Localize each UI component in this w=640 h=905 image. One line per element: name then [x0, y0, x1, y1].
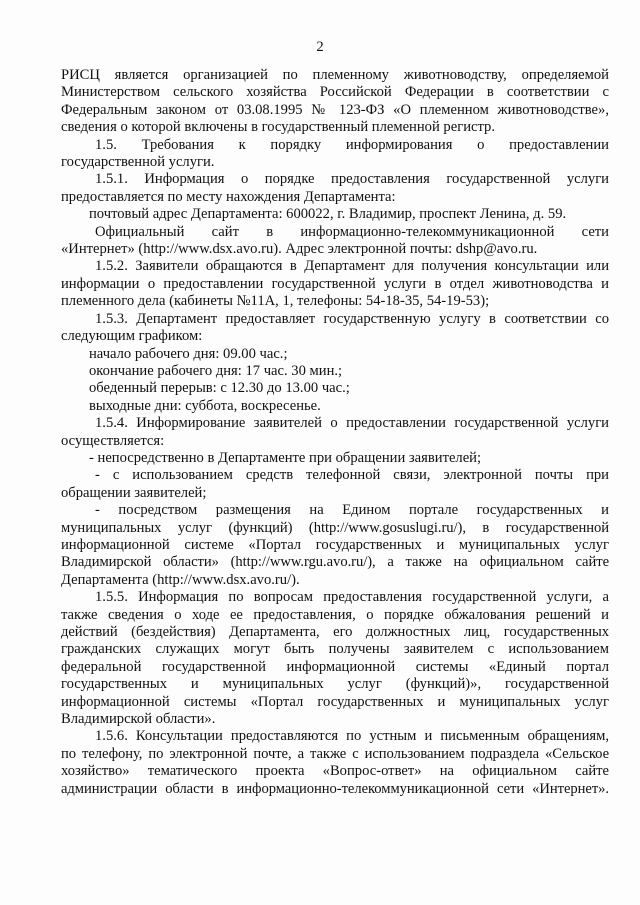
text-line: сведения о которой включены в государственный племенной регистр.: [61, 119, 495, 136]
text-line: гражданских служащих могут быть получены заявителем с использованием: [61, 641, 609, 658]
text-line: Владимирской области».: [61, 711, 216, 728]
section-heading-line: 1.5. Требования к порядку информирования о предоставлении: [95, 136, 609, 153]
text-line: 1.5.5. Информация по вопросам предоставления государственной услуги, а: [95, 589, 609, 606]
schedule-line: начало рабочего дня: 09.00 час.;: [89, 345, 288, 362]
text-line: действий (бездействия) Департамента, его должностных лиц, государственных: [61, 624, 609, 640]
text-line: РИСЦ является организацией по племенному животноводству, определяемой: [61, 67, 609, 83]
text-line: 1.5.6. Консультации предоставляются по устным и письменным обращениям,: [95, 728, 609, 745]
list-item-line: обращении заявителей;: [61, 484, 207, 501]
text-line: 1.5.2. Заявители обращаются в Департамент для получения консультации или: [95, 258, 609, 275]
text-line: также сведения о ходе ее предоставления, о порядке обжалования решений и: [61, 606, 609, 623]
section-heading-line: государственной услуги.: [61, 154, 215, 171]
list-item-line: Департамента (http://www.dsx.avo.ru/).: [61, 571, 300, 588]
text-line: Официальный сайт в информационно-телекоммуникационной сети: [95, 223, 609, 240]
page-number: 2: [316, 39, 324, 55]
list-item-line: - непосредственно в Департаменте при обращении заявителей;: [89, 449, 482, 466]
text-line: Федеральным законом от 03.08.1995 № 123-ФЗ «О племенном животноводстве»,: [61, 101, 609, 118]
text-line: осуществляется:: [61, 432, 165, 449]
text-line: предоставляется по месту нахождения Департамента:: [61, 188, 396, 205]
text-line: федеральной государственной информационной системы «Единый портал: [61, 658, 609, 675]
list-item-line: информационной системе «Портал государственных и муниципальных услуг: [61, 536, 609, 553]
list-item-line: - посредством размещения на Едином портале государственных и: [95, 502, 609, 519]
list-item-line: - с использованием средств телефонной связи, электронной почты при: [95, 467, 609, 484]
postal-address-line: почтовый адрес Департамента: 600022, г. Владимир, проспект Ленина, д. 59.: [89, 206, 567, 223]
text-line: администрации области в информационно-телекоммуникационной сети «Интернет».: [61, 780, 609, 797]
text-line: по телефону, по электронной почте, а также с использованием подраздела «Сельское: [61, 745, 609, 762]
text-line: государственных и муниципальных услуг (функций)», государственной: [61, 676, 609, 693]
text-line: следующим графиком:: [61, 328, 203, 345]
text-line: информации о предоставлении государственной услуги в отдел животноводства и: [61, 275, 609, 292]
schedule-line: выходные дни: суббота, воскресенье.: [89, 397, 321, 414]
text-line: племенного дела (кабинеты №11А, 1, телефоны: 54-18-35, 54-19-53);: [61, 293, 490, 310]
text-line: 1.5.1. Информация о порядке предоставления государственной услуги: [95, 171, 609, 188]
text-line: 1.5.3. Департамент предоставляет государственную услугу в соответствии со: [95, 310, 609, 327]
schedule-line: обеденный перерыв: с 12.30 до 13.00 час.;: [89, 380, 350, 397]
text-line: хозяйство» тематического проекта «Вопрос-ответ» на официальном сайте: [61, 763, 609, 780]
website-email-line: «Интернет» (http://www.dsx.avo.ru). Адрес электронной почты: dshp@avo.ru.: [61, 241, 538, 258]
text-line: 1.5.4. Информирование заявителей о предоставлении государственной услуги: [95, 415, 609, 432]
list-item-line: муниципальных услуг (функций) (http://www.gosuslugi.ru/), в государственной: [61, 519, 609, 536]
text-line: информационной системы «Портал государственных и муниципальных услуг: [61, 693, 609, 710]
list-item-line: Владимирской области» (http://www.rgu.avo.ru/), а также на официальном сайте: [61, 554, 609, 571]
document-body: [61, 67, 609, 798]
text-line: Министерством сельского хозяйства Российской Федерации в соответствии с: [61, 84, 609, 101]
schedule-line: окончание рабочего дня: 17 час. 30 мин.;: [89, 362, 343, 379]
